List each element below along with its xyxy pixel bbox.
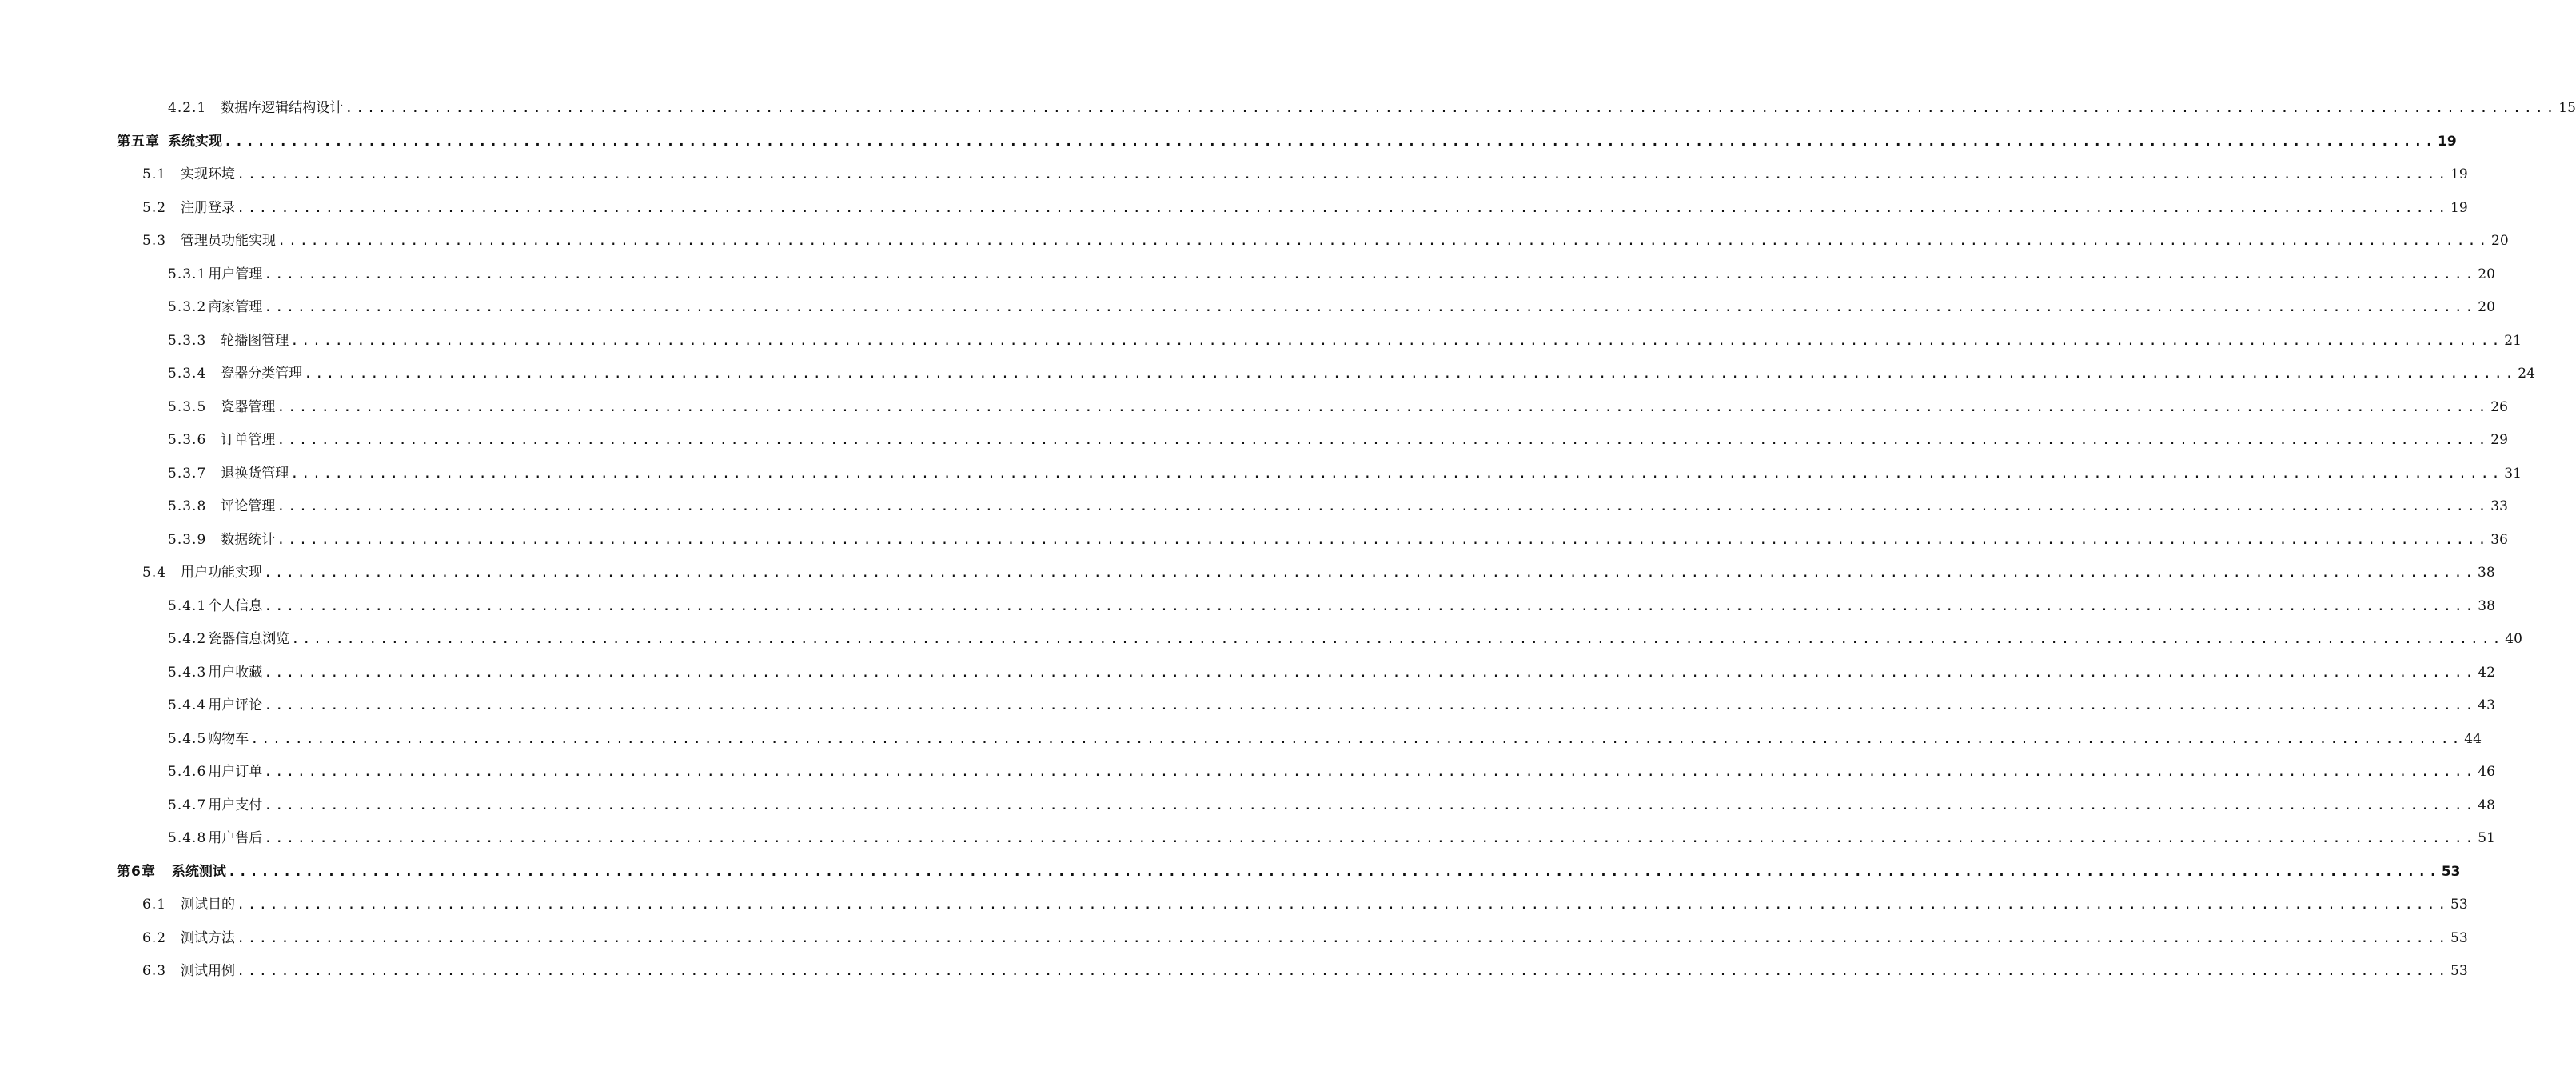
toc-entry[interactable] [168,593,2495,615]
toc-dot-leader: ........................................................................................................................................................................................................ [277,233,2490,249]
toc-entry[interactable] [142,559,2495,581]
toc-entry-title: 数据库逻辑结构设计 [221,100,344,116]
toc-entry-page-number: 29 [2490,432,2508,448]
toc-entry-page-number: 19 [2450,166,2468,182]
toc-dot-leader: ........................................................................................................................................................................................................ [250,730,2463,747]
toc-entry-page-number: 42 [2478,664,2495,681]
toc-entry-number: 5.4.8 [168,830,207,846]
toc-entry-page-number: 24 [2518,366,2535,382]
toc-dot-leader: ........................................................................................................................................................................................................ [291,631,2504,647]
toc-entry-page-number: 21 [2504,332,2522,349]
toc-entry-title: 瓷器分类管理 [221,366,303,382]
toc-entry[interactable] [168,360,2535,382]
toc-dot-leader: ........................................................................................................................................................................................................ [237,199,2450,216]
toc-entry-number: 5.3.9 [168,531,207,548]
toc-dot-leader: ........................................................................................................................................................................................................ [237,929,2450,946]
toc-dot-leader: ........................................................................................................................................................................................................ [224,133,2436,150]
toc-entry-title: 用户功能实现 [181,565,263,581]
toc-entry-title: 用户售后 [208,830,263,846]
toc-entry-title: 瓷器管理 [221,398,276,415]
toc-dot-leader: ........................................................................................................................................................................................................ [264,764,2477,780]
toc-entry[interactable] [168,692,2495,714]
toc-dot-leader: ........................................................................................................................................................................................................ [277,531,2490,548]
toc-entry-page-number: 19 [2450,199,2468,216]
toc-dot-leader: ........................................................................................................................................................................................................ [304,366,2517,382]
toc-entry-number: 5.2 [142,199,167,216]
toc-entry-page-number: 19 [2437,133,2457,150]
toc-entry[interactable] [168,460,2522,482]
toc-entry-title: 注册登录 [181,199,236,216]
toc-entry-page-number: 36 [2490,531,2508,548]
toc-dot-leader: ........................................................................................................................................................................................................ [345,100,2558,116]
toc-entry-number: 5.4.5 [168,730,207,747]
toc-entry-title: 购物车 [208,730,249,747]
toc-entry-title: 用户支付 [208,797,263,813]
toc-entry[interactable] [142,161,2468,183]
toc-entry-number: 5.1 [142,166,167,182]
toc-entry-number: 5.3 [142,233,167,249]
toc-entry[interactable] [168,526,2508,549]
toc-entry-page-number: 38 [2478,597,2495,614]
toc-entry[interactable] [168,825,2495,847]
toc-dot-leader: ........................................................................................................................................................................................................ [264,797,2477,813]
toc-entry-number: 5.3.1 [168,266,207,282]
toc-entry-number: 5.3.5 [168,398,207,415]
toc-entry-page-number: 46 [2478,764,2495,780]
toc-entry-page-number: 15 [2558,100,2576,116]
toc-entry-page-number: 20 [2478,299,2495,315]
toc-entry-number: 5.4.2 [168,631,207,647]
toc-entry-title: 系统实现 [168,133,222,150]
toc-entry[interactable] [168,394,2508,416]
toc-entry-number: 5.4.7 [168,797,207,813]
toc-dot-leader: ........................................................................................................................................................................................................ [290,465,2503,482]
toc-entry[interactable] [168,426,2508,449]
toc-entry-title: 测试目的 [181,897,236,913]
toc-entry[interactable] [142,957,2468,980]
toc-entry[interactable] [168,327,2522,350]
toc-entry-page-number: 53 [2450,963,2468,979]
toc-entry-number: 5.4 [142,565,167,581]
toc-entry-number: 5.3.8 [168,498,207,514]
toc-entry-title: 数据统计 [221,531,276,548]
toc-entry[interactable] [142,891,2468,913]
toc-entry[interactable] [117,128,2457,150]
toc-entry-number: 6.3 [142,963,167,979]
toc-entry-number: 6.1 [142,897,167,913]
toc-entry-number: 5.4.1 [168,597,207,614]
toc-entry-title: 订单管理 [221,432,276,448]
toc-entry-title: 实现环境 [181,166,236,182]
toc-entry[interactable] [168,758,2495,781]
toc-entry-number: 5.3.3 [168,332,207,349]
toc-dot-leader: ........................................................................................................................................................................................................ [264,664,2477,681]
toc-entry-title: 评论管理 [221,498,276,514]
toc-dot-leader: ........................................................................................................................................................................................................ [264,830,2477,846]
toc-dot-leader: ........................................................................................................................................................................................................ [227,863,2440,880]
toc-entry-page-number: 33 [2490,498,2508,514]
toc-dot-leader: ........................................................................................................................................................................................................ [290,332,2503,349]
toc-entry[interactable] [168,625,2522,648]
toc-entry-number: 5.3.7 [168,465,207,482]
toc-dot-leader: ........................................................................................................................................................................................................ [237,963,2450,979]
toc-entry-number: 5.3.4 [168,366,207,382]
toc-entry-page-number: 38 [2478,565,2495,581]
toc-entry[interactable] [168,294,2495,316]
toc-entry-title: 退换货管理 [221,465,289,482]
toc-entry-page-number: 44 [2464,730,2482,747]
toc-entry-page-number: 48 [2478,797,2495,813]
toc-entry-title: 瓷器信息浏览 [208,631,290,647]
toc-entry[interactable] [142,925,2468,947]
toc-entry-page-number: 40 [2505,631,2522,647]
toc-entry-page-number: 20 [2491,233,2509,249]
toc-entry[interactable] [168,493,2508,515]
toc-entry[interactable] [168,261,2495,283]
toc-entry-number: 第五章 [117,133,160,150]
toc-entry-title: 商家管理 [208,299,263,315]
toc-dot-leader: ........................................................................................................................................................................................................ [277,498,2490,514]
toc-entry-title: 管理员功能实现 [181,233,277,249]
toc-entry[interactable] [117,858,2461,881]
toc-entry-number: 4.2.1 [168,100,207,116]
toc-entry-title: 轮播图管理 [221,332,289,349]
toc-entry-number: 5.4.3 [168,664,207,681]
toc-dot-leader: ........................................................................................................................................................................................................ [264,597,2477,614]
toc-entry-number: 6.2 [142,929,167,946]
toc-entry-page-number: 31 [2504,465,2522,482]
toc-entry-title: 用户收藏 [208,664,263,681]
toc-entry-number: 5.4.6 [168,764,207,780]
toc-dot-leader: ........................................................................................................................................................................................................ [264,266,2477,282]
toc-dot-leader: ........................................................................................................................................................................................................ [264,299,2477,315]
toc-dot-leader: ........................................................................................................................................................................................................ [277,398,2490,415]
toc-entry[interactable] [142,194,2468,217]
toc-entry[interactable] [168,725,2482,748]
toc-entry-title: 用户评论 [208,697,263,713]
toc-dot-leader: ........................................................................................................................................................................................................ [264,565,2477,581]
toc-entry-title: 测试用例 [181,963,236,979]
toc-entry-title: 用户管理 [208,266,263,282]
toc-entry-page-number: 43 [2478,697,2495,713]
toc-entry-page-number: 51 [2478,830,2495,846]
toc-entry-number: 5.4.4 [168,697,207,713]
toc-entry[interactable] [168,659,2495,681]
toc-entry-page-number: 20 [2478,266,2495,282]
toc-dot-leader: ........................................................................................................................................................................................................ [237,897,2450,913]
toc-entry-title: 测试方法 [181,929,236,946]
toc-entry-page-number: 53 [2441,863,2461,880]
toc-entry-number: 第6章 [117,863,156,880]
toc-entry[interactable] [142,227,2509,250]
toc-dot-leader: ........................................................................................................................................................................................................ [277,432,2490,448]
toc-entry-title: 用户订单 [208,764,263,780]
toc-entry-page-number: 26 [2490,398,2508,415]
toc-entry-title: 系统测试 [171,863,226,880]
toc-entry-number: 5.3.6 [168,432,207,448]
toc-entry[interactable] [168,94,2576,117]
toc-entry-number: 5.3.2 [168,299,207,315]
toc-dot-leader: ........................................................................................................................................................................................................ [264,697,2477,713]
toc-entry-page-number: 53 [2450,929,2468,946]
toc-entry-title: 个人信息 [208,597,263,614]
toc-dot-leader: ........................................................................................................................................................................................................ [237,166,2450,182]
toc-entry-page-number: 53 [2450,897,2468,913]
toc-entry[interactable] [168,792,2495,814]
